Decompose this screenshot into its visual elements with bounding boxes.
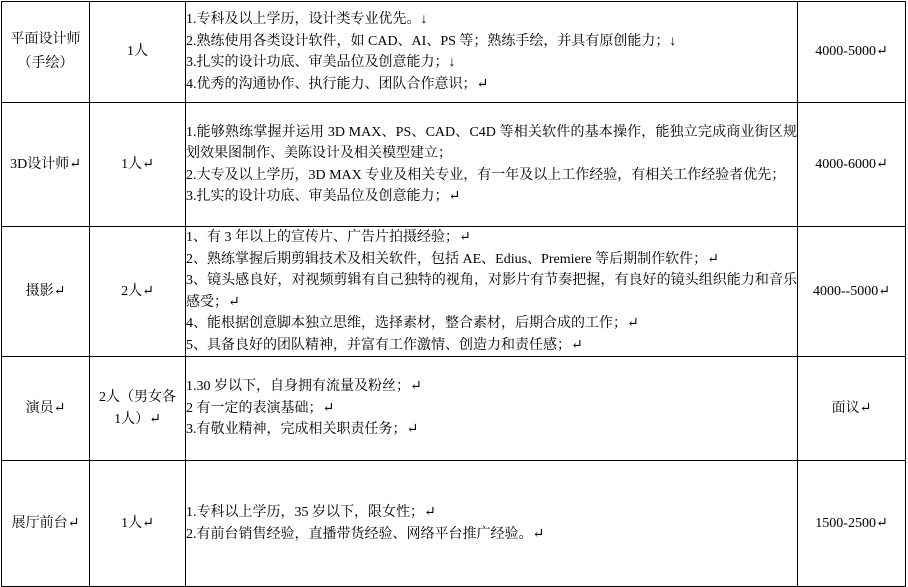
requirement-line: 2、熟练掌握后期剪辑技术及相关软件，包括 AE、Edius、Premiere 等后期制作软件；↵ (186, 251, 719, 267)
table-row (2, 103, 906, 227)
requirements-cell (186, 103, 798, 227)
salary-text: 4000-5000↵ (815, 44, 888, 59)
requirements-cell (186, 357, 798, 461)
requirement-line: 4.优秀的沟通协作、执行能力、团队合作意识；↵ (186, 76, 489, 92)
requirement-line: 2.熟练使用各类设计软件，如 CAD、AI、PS 等；熟练手绘，并具有原创能力；↓ (186, 33, 677, 49)
headcount-cell (90, 227, 186, 357)
position-text: 演员↵ (25, 400, 66, 416)
salary-cell (798, 227, 906, 357)
job-table (1, 1, 906, 587)
salary-text: 4000-6000↵ (815, 156, 888, 172)
requirement-line: 4、能根据创意脚本独立思维，选择素材，整合素材，后期合成的工作；↵ (186, 316, 639, 331)
requirement-line: 1、有 3 年以上的宣传片、广告片拍摄经验；↵ (186, 230, 471, 245)
headcount-text: 1人↵ (121, 515, 154, 531)
headcount-cell (90, 2, 186, 103)
salary-cell (798, 461, 906, 587)
requirement-line: 3.有敬业精神，完成相关职责任务；↵ (186, 422, 419, 438)
headcount-text: 1人↵ (121, 156, 154, 172)
requirement-line: 1.专科以上学历，35 岁以下，限女性；↵ (186, 505, 436, 520)
headcount-cell (90, 357, 186, 461)
headcount-text: 2人（男女各1人）↵ (99, 389, 176, 427)
requirements-cell (186, 461, 798, 587)
position-cell (2, 227, 90, 357)
salary-text: 4000--5000↵ (812, 283, 891, 299)
table-row (2, 461, 906, 587)
position-text: 摄影↵ (25, 283, 66, 299)
table-row (2, 357, 906, 461)
salary-cell (798, 103, 906, 227)
salary-text: 1500-2500↵ (815, 515, 888, 531)
headcount-text: 1人 (127, 44, 148, 59)
position-text: 展厅前台↵ (11, 515, 80, 531)
requirements-cell (186, 2, 798, 103)
requirement-line: 2.有前台销售经验，直播带货经验、网络平台推广经验。↵ (186, 526, 545, 542)
requirement-line: 3.扎实的设计功底、审美品位及创意能力；↵ (186, 189, 461, 204)
requirements-cell (186, 227, 798, 357)
table-row (2, 227, 906, 357)
requirement-line: 3.扎实的设计功底、审美品位及创意能力；↓ (186, 55, 456, 70)
position-cell (2, 2, 90, 103)
salary-text: 面议↵ (831, 400, 872, 416)
salary-cell (798, 357, 906, 461)
headcount-text: 2人↵ (121, 283, 154, 299)
requirement-line: 2 有一定的表演基础；↵ (186, 400, 335, 416)
requirement-line: 1.专科及以上学历，设计类专业优先。↓ (186, 12, 428, 27)
requirement-line: 3、镜头感良好，对视频剪辑有自己独特的视角，对影片有节奏把握，有良好的镜头组织能力和音乐感受；↵ (186, 273, 797, 310)
position-text: 3D设计师↵ (10, 156, 81, 172)
requirement-line: 1.30 岁以下，自身拥有流量及粉丝；↵ (186, 379, 422, 395)
requirement-line: 1.能够熟练掌握并运用 3D MAX、PS、CAD、C4D 等相关软件的基本操作，能独立完成商业街区规划效果图制作、美陈设计及相关模型建立； (186, 124, 797, 161)
position-cell (2, 461, 90, 587)
position-cell (2, 103, 90, 227)
position-text: 平面设计师（手绘） (10, 32, 81, 71)
salary-cell (798, 2, 906, 103)
headcount-cell (90, 461, 186, 587)
table-row (2, 2, 906, 103)
requirement-line: 5、具备良好的团队精神，并富有工作激情、创造力和责任感；↵ (186, 337, 583, 353)
headcount-cell (90, 103, 186, 227)
position-cell (2, 357, 90, 461)
requirement-line: 2.大专及以上学历，3D MAX 专业及相关专业，有一年及以上工作经验，有相关工作经验者优先； (186, 167, 786, 183)
